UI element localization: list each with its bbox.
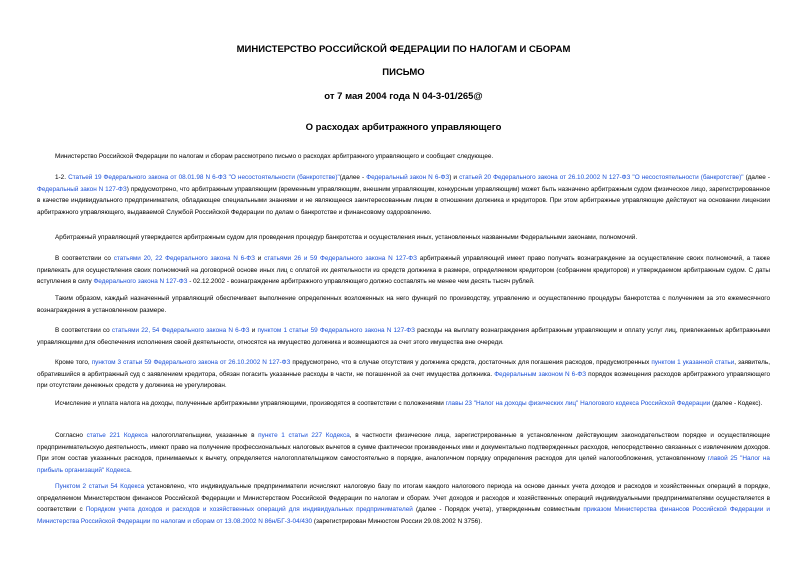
text: Исчисление и уплата налога на доходы, полученные арбитражными управляющими, производятся в соответствии с положениями (55, 400, 446, 407)
link-point-1-article-59-law-127fz[interactable]: пунктом 1 статьи 59 Федерального закона N 127-ФЗ (257, 327, 416, 334)
text: расходы на выплату вознаграждения арбитражным управляющим и оплату услуг лиц, привлекаемых арбитражными управляющими для обеспечения исполнения своей деятельности, относятся на имущество должника и возмещаются за счет этого имущества вне очереди. (37, 327, 770, 346)
text: налогоплательщики, указанные в (147, 432, 259, 439)
text: (далее - (743, 174, 770, 181)
paragraph-3 (37, 232, 770, 244)
text: порядок возмещения расходов арбитражного управляющего при отсутствии денежных средств у должника не урегулирован. (37, 370, 770, 389)
link-article-19-law-6fz[interactable]: Статьей 19 Федерального закона от 08.01.98 N 6-ФЗ "О несостоятельности (банкротстве)" (68, 174, 340, 181)
link-law-127fz[interactable]: Федеральный закон N 127-ФЗ (37, 185, 127, 193)
text: . (130, 466, 132, 474)
text: , заявитель, обратившийся в арбитражный суд с заявлением кредитора, обязан погасить указанные расходы в части, не погашенной за счет имущества должника. (37, 359, 770, 378)
link-article-221-code[interactable]: статье 221 Кодекса (86, 432, 148, 439)
text: и (254, 255, 265, 262)
paragraph-9 (37, 430, 770, 476)
link-point-1-article[interactable]: пунктом 1 указанной статьи (651, 359, 735, 366)
ministry-title: МИНИСТЕРСТВО РОССИЙСКОЙ ФЕДЕРАЦИИ ПО НАЛОГАМ И СБОРАМ (236, 44, 571, 55)
text: (далее - (339, 174, 367, 181)
text: 1-2. (55, 174, 69, 181)
paragraph-1-2 (37, 172, 770, 218)
text: Министерство Российской Федерации по налогам и сборам рассмотрело письмо о расходах арбитражного управляющего и сообщает следующее. (55, 153, 494, 160)
paragraph-6 (37, 325, 770, 348)
text: ) и (449, 174, 460, 181)
text: предусмотрено, что в случае отсутствия у должника средств, достаточных для погашения расходов, предусмотренных (290, 359, 652, 366)
text: Таким образом, каждый назначенный управляющий обеспечивает выполнение определенных возложенных на него функций по производству, управлению и осуществлению процедуры банкротства с получением за это ежемесячного вознаграждения в установленном размере. (37, 295, 770, 314)
paragraph-4 (37, 253, 770, 288)
link-articles-22-54-law-6fz[interactable]: статьями 22, 54 Федерального закона N 6-ФЗ (111, 327, 250, 334)
text: (далее - Порядок учета), утвержденным совместным (412, 506, 584, 513)
link-articles-20-22-law-6fz[interactable]: статьями 20, 22 Федерального закона N 6-ФЗ (113, 255, 255, 262)
text: , в частности физические лица, зарегистрированные в установленном действующим законодательством порядке и осуществляющие предпринимательскую деятельность, имеют право на получение профессиональных налоговых вычетов в сумме фактически произведенных ими и документально подтвержденных расходов, непосредственно связанных с извлечением доходов. При этом состав указанных расходов, принимаемых к вычету, определяется налогоплательщиком самостоятельно в порядке, аналогичном порядку определения расходов для целей налогообложения, установленному (37, 432, 770, 462)
link-order-86n[interactable]: приказом Министерства финансов Российской Федерации и Министерства Российской Федерации по налогам и сборам от 13.08.2002 N 86н/БГ-3-04/430 (37, 506, 770, 525)
doc-date-number: от 7 мая 2004 года N 04-3-01/265@ (324, 91, 483, 102)
link-chapter-25-code[interactable]: главой 25 "Налог на прибыль организаций" Кодекса (37, 455, 770, 474)
text: Согласно (55, 432, 87, 439)
text: (далее - Кодекс). (710, 400, 763, 407)
text: - 02.12.2002 - вознаграждение арбитражного управляющего должно составлять не менее чем десять тысяч рублей. (187, 278, 535, 285)
link-point-3-article-59-law-127fz[interactable]: пунктом 3 статьи 59 Федерального закона от 26.10.2002 N 127-ФЗ (91, 359, 291, 366)
doc-subject: О расходах арбитражного управляющего (305, 122, 502, 133)
text: ) предусмотрено, что арбитражным управляющим (временным управляющим, внешним управляющим, конкурсным управляющим) может быть назначено арбитражным судом физическое лицо, зарегистрированное в качестве индивидуального предпринимателя, обладающее специальными знаниями и не являющееся заинтересованным лицом в отношении должника и кредиторов. При этом арбитражные управляющие действуют на основании лицензии арбитражного управляющего, выдаваемой Службой Российской Федерации по делам о банкротстве и финансовому оздоровлению. (37, 185, 770, 216)
link-law-127fz[interactable]: Федерального закона N 127-ФЗ (93, 278, 188, 285)
paragraph-8 (37, 398, 770, 410)
text: Кроме того, (55, 359, 92, 366)
text: арбитражный управляющий имеет право получать вознаграждение за осуществление своих полномочий, а также привлекать для осуществления своих полномочий на договорной основе иных лиц с оплатой их деятельности из средств должника в размере, определяемом кредитором (собранием кредиторов) и утверждаемом арбитражным судом. С даты вступления в силу (37, 255, 770, 285)
link-point-1-article-227-code[interactable]: пункте 1 статьи 227 Кодекса (258, 432, 350, 439)
text: В соответствии со (55, 255, 114, 262)
paragraph-5 (37, 293, 770, 316)
text: (зарегистрирован Минюстом России 29.08.2002 N 3756). (312, 517, 483, 525)
link-accounting-procedure[interactable]: Порядком учета доходов и расходов и хозяйственных операций для индивидуальных предпринимателей (85, 506, 413, 513)
paragraph-7 (37, 357, 770, 392)
link-law-6fz[interactable]: Федеральным законом N 6-ФЗ (494, 370, 587, 378)
paragraph-10 (37, 481, 770, 527)
paragraph-intro (37, 151, 770, 163)
text: установлено, что индивидуальные предприниматели исчисляют налоговую базу по итогам каждого налогового периода на основе данных учета доходов и расходов и хозяйственных операций в порядке, определяемом Министерством финансов Российской Федерации и Министерством Российской Федерации по налогам и сборам. Учет доходов и расходов и хозяйственных операций индивидуальными предпринимателями осуществляется в соответствии с (37, 483, 770, 513)
link-point-2-article-54-code[interactable]: Пунктом 2 статьи 54 Кодекса (55, 483, 145, 490)
link-law-6fz[interactable]: Федеральный закон N 6-ФЗ (366, 174, 450, 181)
text: В соответствии со (55, 327, 112, 334)
doc-type: ПИСЬМО (382, 67, 425, 78)
text: Арбитражный управляющий утверждается арбитражным судом для проведения процедур банкротства и осуществления иных, установленных названными Федеральными законами, полномочий. (55, 234, 638, 241)
link-chapter-23-tax-code[interactable]: главы 23 "Налог на доходы физических лиц" Налогового кодекса Российской Федерации (445, 400, 711, 407)
link-articles-26-59-law-127fz[interactable]: статьями 26 и 59 Федерального закона N 127-ФЗ (264, 255, 417, 262)
text: и (249, 327, 258, 334)
link-article-20-law-127fz[interactable]: статьей 20 Федерального закона от 26.10.2002 N 127-ФЗ "О несостоятельности (банкротстве)" (459, 174, 744, 181)
